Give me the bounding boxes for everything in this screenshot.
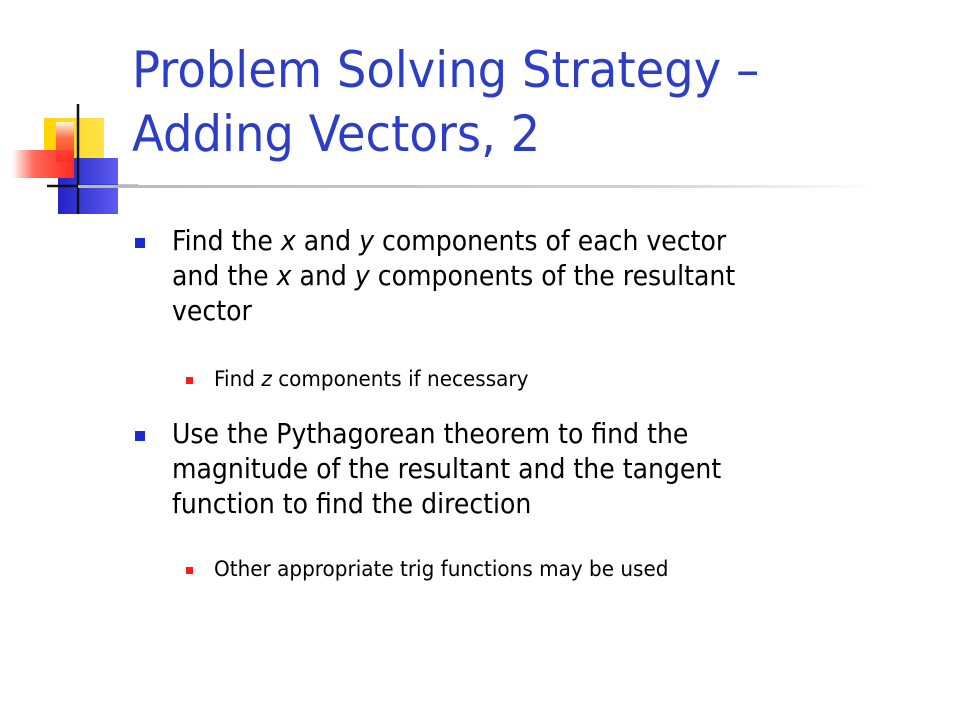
- italic-variable: z: [261, 367, 272, 392]
- sub-bullet-marker-icon: [186, 377, 193, 384]
- text-line: function to find the direction: [172, 488, 532, 520]
- sub-bullet-text: [214, 366, 528, 394]
- text-line: magnitude of the resultant and the tangent: [172, 453, 722, 485]
- text-line: Use the Pythagorean theorem to find the: [172, 418, 689, 450]
- italic-variable: y: [359, 225, 375, 257]
- bullet-marker-icon: [135, 431, 145, 441]
- bullet-marker-icon: [135, 238, 145, 248]
- text-line: Other appropriate trig functions may be used: [214, 557, 669, 582]
- text-line: Find z components if necessary: [214, 367, 529, 392]
- bullet-item-2-sub: [214, 556, 703, 584]
- slide-title: [132, 38, 876, 166]
- text-line: Find the x and y components of each vector: [172, 225, 727, 257]
- italic-variable: x: [276, 260, 292, 292]
- italic-variable: x: [280, 225, 296, 257]
- bullet-item-1: [172, 224, 788, 329]
- bullet-item-1-sub: [214, 366, 552, 394]
- slide-title-line-2: Adding Vectors, 2: [132, 105, 541, 163]
- bullet-item-2: [172, 417, 772, 522]
- slide-title-line-1: Problem Solving Strategy –: [132, 41, 760, 99]
- text-line: and the x and y components of the resultant: [172, 260, 736, 292]
- bullet-text: [172, 224, 735, 329]
- italic-variable: y: [354, 260, 370, 292]
- text-line: vector: [172, 295, 252, 327]
- sub-bullet-marker-icon: [186, 567, 193, 574]
- bullet-text: [172, 417, 721, 522]
- sub-bullet-text: [214, 556, 668, 584]
